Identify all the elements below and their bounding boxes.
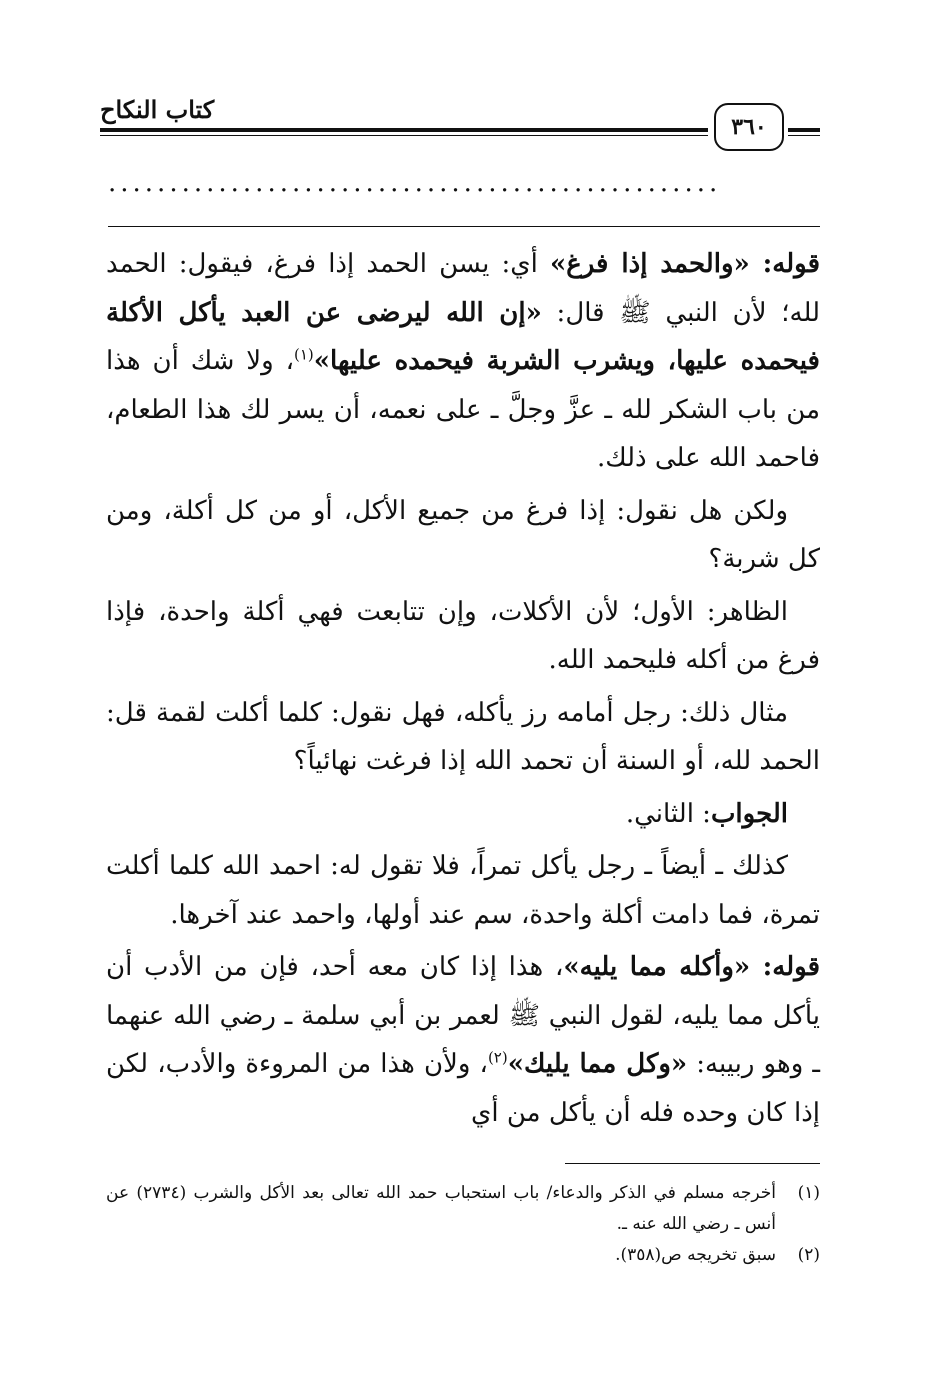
- header-rule-thick: [100, 128, 708, 132]
- footnote-number: (٢): [797, 1245, 820, 1265]
- footnote: [106, 1178, 820, 1240]
- page-number: ٣٦٠: [714, 103, 784, 151]
- bold-text: «وكل مما يليك»: [507, 1049, 688, 1079]
- book-title: كتاب النكاح: [100, 95, 215, 124]
- footnote: [106, 1240, 820, 1271]
- text-run: كذلك ـ أيضاً ـ رجل يأكل تمراً، فلا تقول له: احمد الله كلما أكلت تمرة، فما دامت أكلة واحدة، سم عند أولها، واحمد عند آخرها.: [106, 851, 820, 930]
- paragraph: [106, 943, 820, 1137]
- footnote-ref: (١): [293, 345, 314, 364]
- footnote-text: سبق تخريجه ص(٣٥٨).: [615, 1245, 776, 1265]
- main-text: [106, 240, 820, 1141]
- paragraph: [106, 689, 820, 786]
- text-run: ، ولأن هذا من المروءة والأدب، لكن إذا كان وحده فله أن يأكل من أي: [106, 1049, 820, 1128]
- footnote-number: (١): [797, 1183, 820, 1203]
- paragraph: [106, 487, 820, 584]
- text-run: الظاهر: الأول؛ لأن الأكلات، وإن تتابعت فهي أكلة واحدة، فإذا فرغ من أكله فليحمد الله.: [106, 596, 820, 675]
- header-rule-right-thin: [788, 135, 820, 136]
- bold-text: الجواب: [710, 798, 788, 829]
- text-run: أي: يسن الحمد إذا فرغ، فيقول: الحمد لله؛ لأن النبي ﷺ قال:: [106, 249, 820, 328]
- bold-text: قوله: «وأكله مما يليه»: [563, 952, 821, 982]
- header-rule-right-thick: [788, 128, 820, 132]
- text-run: مثال ذلك: رجل أمامه رز يأكله، فهل نقول: كلما أكلت لقمة قل: الحمد لله، أو السنة أن تحمد الله إذا فرغت نهائياً؟: [106, 697, 820, 776]
- paragraph: [106, 588, 820, 685]
- text-run: ، هذا إذا كان معه أحد، فإن من الأدب أن يأكل مما يليه، لقول النبي ﷺ لعمر بن أبي سلمة ـ رضي الله عنهما ـ وهو ربيبه:: [106, 952, 820, 1079]
- bold-text: قوله: «والحمد إذا فرغ»: [549, 249, 820, 279]
- footnote-ref: (٢): [487, 1048, 508, 1067]
- paragraph: [106, 842, 820, 939]
- text-run: : الثاني.: [625, 798, 711, 829]
- footnotes: [106, 1178, 820, 1271]
- header-rule-thin: [100, 135, 708, 136]
- bold-text: «إن الله ليرضى عن العبد يأكل الأكلة فيحمده عليها، ويشرب الشربة فيحمده عليها»: [106, 297, 820, 376]
- separator-line: [108, 226, 820, 227]
- footnote-text: أخرجه مسلم في الذكر والدعاء/ باب استحباب حمد الله تعالى بعد الأكل والشرب (٢٧٣٤) عن أنس ـ رضي الله عنه ـ.: [106, 1183, 777, 1234]
- paragraph: [106, 790, 820, 839]
- text-run: ولكن هل نقول: إذا فرغ من جميع الأكل، أو من كل أكلة، ومن كل شربة؟: [106, 495, 820, 574]
- dotted-separator: ..................................................: [108, 168, 722, 198]
- text-run: ، ولا شك أن هذا من باب الشكر لله ـ عزَّ وجلَّ ـ على نعمه، أن يسر لك هذا الطعام، فاحمد الله على ذلك.: [106, 346, 820, 473]
- footnote-rule: [565, 1163, 820, 1164]
- page-header: [100, 95, 820, 155]
- paragraph: [106, 240, 820, 483]
